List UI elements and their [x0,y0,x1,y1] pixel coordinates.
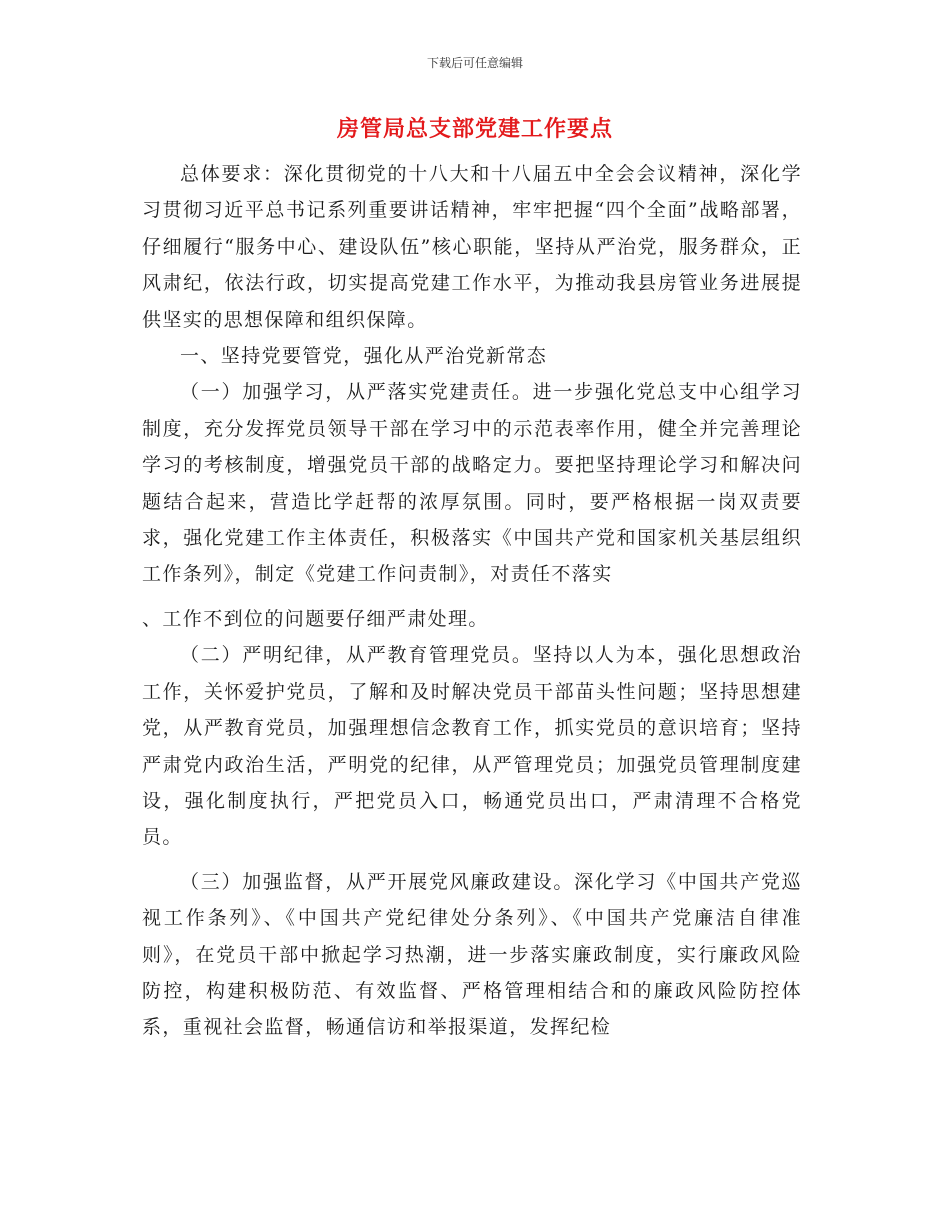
paragraph-item-1: （一）加强学习，从严落实党建责任。进一步强化党总支中心组学习制度，充分发挥党员领导干部在学习中的示范表率作用，健全并完善理论学习的考核制度，增强党员干部的战略定力。要把坚持理论学习和解决问题结合起来，营造比学赶帮的浓厚氛围。同时，要严格根据一岗双责要求，强化党建工作主体责任，积极落实《中国共产党和国家机关基层组织工作条列》，制定《党建工作问责制》，对责任不落实 [142,381,802,586]
paragraph-item-1-continued: 、工作不到位的问题要仔细严肃处理。 [142,607,489,630]
document-body [142,156,802,1046]
paragraph-item-2: （二）严明纪律，从严教育管理党员。坚持以人为本，强化思想政治工作，关怀爱护党员，了解和及时解决党员干部苗头性问题；坚持思想建党，从严教育党员，加强理想信念教育工作，抓实党员的意识培育；坚持严肃党内政治生活，严明党的纪律，从严管理党员；加强党员管理制度建设，强化制度执行，严把党员入口，畅通党员出口，严肃清理不合格党员。 [142,644,802,849]
document-title: 房管局总支部党建工作要点 [336,117,613,142]
paragraph-item-3: （三）加强监督，从严开展党风廉政建设。深化学习《中国共产党巡视工作条列》、《中国共产党纪律处分条列》、《中国共产党廉洁自律准则》，在党员干部中掀起学习热潮，进一步落实廉政制度，实行廉政风险防控，构建积极防范、有效监督、严格管理相结合和的廉政风险防控体系，重视社会监督，畅通信访和举报渠道，发挥纪检 [142,870,802,1039]
paragraph-general-requirements: 总体要求：深化贯彻党的十八大和十八届五中全会会议精神，深化学习贯彻习近平总书记系列重要讲话精神，牢牢把握“四个全面”战略部署，仔细履行“服务中心、建设队伍”核心职能，坚持从严治党，服务群众，正风肃纪，依法行政，切实提高党建工作水平，为推动我县房管业务进展提供坚实的思想保障和组织保障。 [142,163,802,331]
page-header-note: 下载后可任意编辑 [426,56,523,70]
section-heading-1: 一、坚持党要管党，强化从严治党新常态 [180,345,548,368]
